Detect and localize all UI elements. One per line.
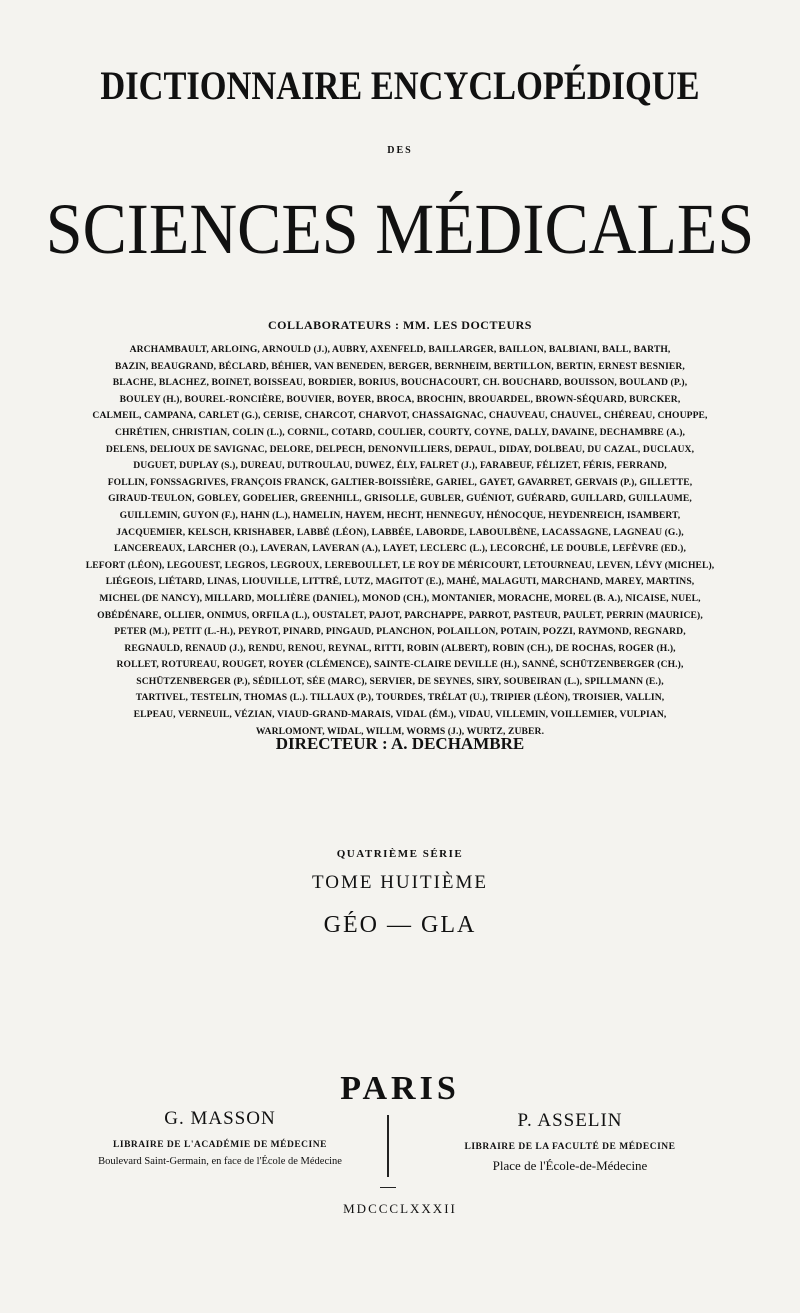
collaborator-line: BLACHE, BLACHEZ, BOINET, BOISSEAU, BORDIER, BORIUS, BOUCHACOURT, CH. BOUCHARD, BOUISSON, BOULAND (P.), [112, 377, 688, 389]
collaborator-line: DELENS, DELIOUX DE SAVIGNAC, DELORE, DELPECH, DENONVILLIERS, DEPAUL, DIDAY, DOLBEAU, DU CAZAL, DUCLAUX, [105, 443, 695, 455]
collaborator-line: CALMEIL, CAMPANA, CARLET (G.), CERISE, CHARCOT, CHARVOT, CHASSAIGNAC, CHAUVEAU, CHAUVEL, CHÉREAU, CHOUPPE, [92, 410, 708, 422]
publisher-right-title: LIBRAIRE DE LA FACULTÉ DE MÉDECINE [464, 1142, 676, 1152]
collaborator-line: WARLOMONT, WIDAL, WILLM, WORMS (J.), WURTZ, ZUBER. [255, 725, 545, 737]
collaborator-line: CHRÉTIEN, CHRISTIAN, COLIN (L.), CORNIL, COTARD, COULIER, COURTY, COYNE, DALLY, DAVAINE, DECHAMBRE (A.), [114, 426, 686, 438]
collaborators-heading: COLLABORATEURS : MM. LES DOCTEURS [268, 318, 532, 332]
collaborator-line: LEFORT (LÉON), LEGOUEST, LEGROS, LEGROUX, LEREBOULLET, LE ROY DE MÉRICOURT, LETOURNEAU, LEVEN, LÉVY (MICHEL), [85, 559, 715, 571]
collaborator-line: DUGUET, DUPLAY (S.), DUREAU, DUTROULAU, DUWEZ, ÉLY, FALRET (J.), FARABEUF, FÉLIZET, FÉRIS, FERRAND, [133, 460, 667, 472]
volume-range: GÉO — GLA [323, 912, 477, 938]
publisher-left-name: G. MASSON [164, 1108, 276, 1129]
collaborator-line: ROLLET, ROTUREAU, ROUGET, ROYER (CLÉMENCE), SAINTE-CLAIRE DEVILLE (H.), SANNÉ, SCHÜTZENBERGER (CH.), [116, 659, 684, 671]
year-rule [380, 1187, 396, 1188]
collaborator-line: REGNAULD, RENAUD (J.), RENDU, RENOU, REYNAL, RITTI, ROBIN (ALBERT), ROBIN (CH.), DE ROCHAS, ROGER (H.), [124, 642, 676, 654]
collaborator-line: LANCEREAUX, LARCHER (O.), LAVERAN, LAVERAN (A.), LAYET, LECLERC (L.), LECORCHÉ, LE DOUBLE, LEFÈVRE (ED.), [114, 543, 686, 555]
publisher-left-title: LIBRAIRE DE L'ACADÉMIE DE MÉDECINE [113, 1140, 327, 1150]
series-label: QUATRIÈME SÉRIE [336, 848, 464, 860]
collaborator-line: LIÉGEOIS, LIÉTARD, LINAS, LIOUVILLE, LITTRÉ, LUTZ, MAGITOT (E.), MAHÉ, MALAGUTI, MARCHAND, MAREY, MARTINS, [105, 576, 695, 588]
collaborator-line: ELPEAU, VERNEUIL, VÉZIAN, VIAUD-GRAND-MARAIS, VIDAL (ÉM.), VIDAU, VILLEMIN, VOILLEMIER, VULPIAN, [133, 709, 667, 721]
tome-label: TOME HUITIÈME [311, 872, 489, 893]
title-line-1: DICTIONNAIRE ENCYCLOPÉDIQUE [100, 63, 700, 108]
collaborator-line: JACQUEMIER, KELSCH, KRISHABER, LABBÉ (LÉON), LABBÉE, LABORDE, LABOULBÈNE, LACASSAGNE, LAGNEAU (G.), [116, 526, 684, 538]
collaborator-line: PETER (M.), PETIT (L.-H.), PEYROT, PINARD, PINGAUD, PLANCHON, POLAILLON, POTAIN, POZZI, RAYMOND, REGNARD, [114, 626, 686, 638]
collaborator-line: BAZIN, BEAUGRAND, BÉCLARD, BÉHIER, VAN BENEDEN, BERGER, BERNHEIM, BERTILLON, BERTIN, ERNEST BESNIER, [115, 360, 685, 372]
publisher-right-name: P. ASSELIN [517, 1110, 623, 1131]
collaborator-line: GUILLEMIN, GUYON (F.), HAHN (L.), HAMELIN, HAYEM, HECHT, HENNEGUY, HÉNOCQUE, HEYDENREICH, ISAMBERT, [119, 509, 681, 521]
director-line: DIRECTEUR : A. DECHAMBRE [275, 734, 525, 753]
title-line-2: SCIENCES MÉDICALES [45, 189, 755, 269]
collaborator-line: BOULEY (H.), BOUREL-RONCIÈRE, BOUVIER, BOYER, BROCA, BROCHIN, BROUARDEL, BROWN-SÉQUARD, BURCKER, [119, 393, 681, 405]
collaborators-list [62, 342, 738, 740]
title-connector: DES [387, 145, 413, 156]
publisher-right-address: Place de l'École-de-Médecine [492, 1158, 648, 1173]
publisher-right [420, 1110, 720, 1174]
collaborator-line: GIRAUD-TEULON, GOBLEY, GODELIER, GREENHILL, GRISOLLE, GUBLER, GUÉNIOT, GUÉRARD, GUILLARD, GUILLAUME, [108, 493, 692, 505]
collaborator-line: TARTIVEL, TESTELIN, THOMAS (L.). TILLAUX (P.), TOURDES, TRÉLAT (U.), TRIPIER (LÉON), TROISIER, VALLIN, [135, 692, 665, 704]
collaborator-line: MICHEL (DE NANCY), MILLARD, MOLLIÈRE (DANIEL), MONOD (CH.), MONTANIER, MORACHE, MOREL (B. A.), NICAISE, NUEL, [99, 592, 701, 604]
collaborator-line: FOLLIN, FONSSAGRIVES, FRANÇOIS FRANCK, GALTIER-BOISSIÈRE, GARIEL, GAYET, GAVARRET, GERVAIS (P.), GILLETTE, [107, 476, 693, 488]
collaborator-line: OBÉDÉNARE, OLLIER, ONIMUS, ORFILA (L.), OUSTALET, PAJOT, PARCHAPPE, PARROT, PASTEUR, PAULET, PERRIN (MAURICE), [97, 609, 703, 621]
imprint-city: PARIS [340, 1070, 460, 1107]
collaborator-line: SCHÜTZENBERGER (P.), SÉDILLOT, SÉE (MARC), SERVIER, DE SEYNES, SIRY, SOUBEIRAN (L.), SPILLMANN (E.), [136, 675, 664, 687]
publisher-left [60, 1108, 380, 1167]
imprint-divider [387, 1115, 389, 1177]
publisher-left-address: Boulevard Saint-Germain, en face de l'École de Médecine [98, 1156, 342, 1167]
collaborator-line: ARCHAMBAULT, ARLOING, ARNOULD (J.), AUBRY, AXENFELD, BAILLARGER, BAILLON, BALBIANI, BALL, BARTH, [129, 344, 671, 355]
publication-year: MDCCCLXXXII [343, 1201, 457, 1216]
